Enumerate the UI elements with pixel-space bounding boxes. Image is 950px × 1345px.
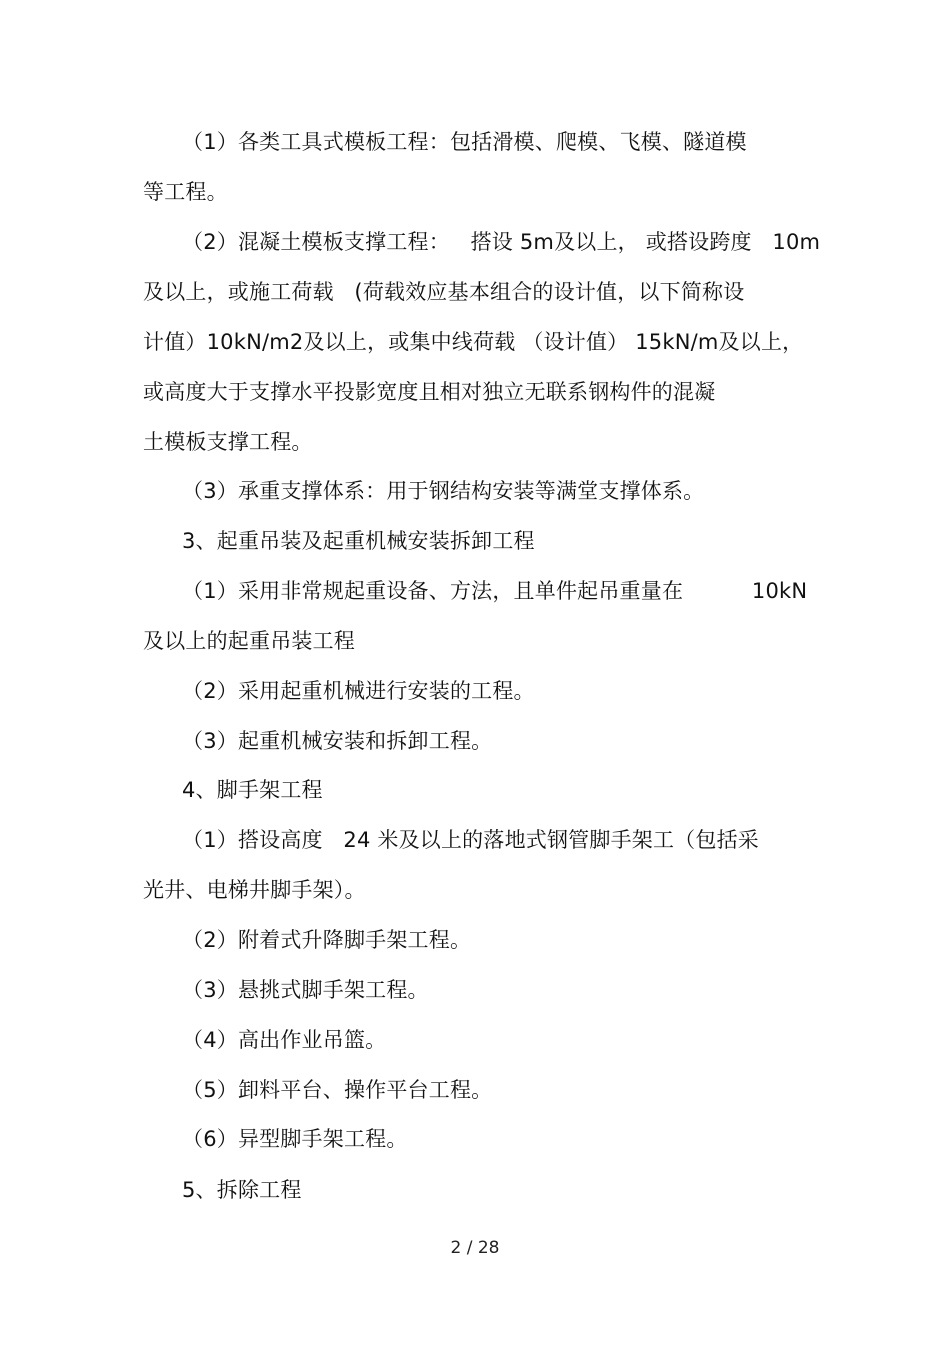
section-heading: 3、起重吊装及起重机械安装拆卸工程 [182,529,535,553]
text-line: 土模板支撑工程。 [143,430,313,454]
section-heading: 4、脚手架工程 [182,778,323,802]
text-line: （1）各类工具式模板工程：包括滑模、爬模、飞模、隧道模 [182,130,747,154]
text-line: （3）起重机械安装和拆卸工程。 [182,729,493,753]
text-line: 或高度大于支撑水平投影宽度且相对独立无联系钢构件的混凝 [143,380,716,404]
text-line: （3）承重支撑体系：用于钢结构安装等满堂支撑体系。 [182,479,705,503]
text-line: （1）采用非常规起重设备、方法，且单件起吊重量在 10kN [182,579,808,603]
text-line: 及以上，或施工荷载 (荷载效应基本组合的设计值，以下简称设 [143,280,745,304]
text-line: （4）高出作业吊篮。 [182,1028,387,1052]
text-line: （5）卸料平台、操作平台工程。 [182,1078,493,1102]
text-line: （2）附着式升降脚手架工程。 [182,928,472,952]
text-line: （1）搭设高度 24 米及以上的落地式钢管脚手架工（包括采 [182,828,759,852]
text-line: （6）异型脚手架工程。 [182,1127,408,1151]
text-line: （2）混凝土模板支撑工程： 搭设 5m及以上， 或搭设跨度 10m [182,230,821,254]
section-heading: 5、拆除工程 [182,1178,302,1202]
text-line: （3）悬挑式脚手架工程。 [182,978,429,1002]
text-line: 及以上的起重吊装工程 [143,629,355,653]
text-line: 等工程。 [143,180,228,204]
text-line: （2）采用起重机械进行安装的工程。 [182,679,535,703]
text-line: 光井、电梯井脚手架）。 [143,878,366,902]
page-number: 2 / 28 [450,1238,500,1258]
text-line: 计值）10kN/m2及以上，或集中线荷载 （设计值） 15kN/m及以上， [143,330,804,354]
